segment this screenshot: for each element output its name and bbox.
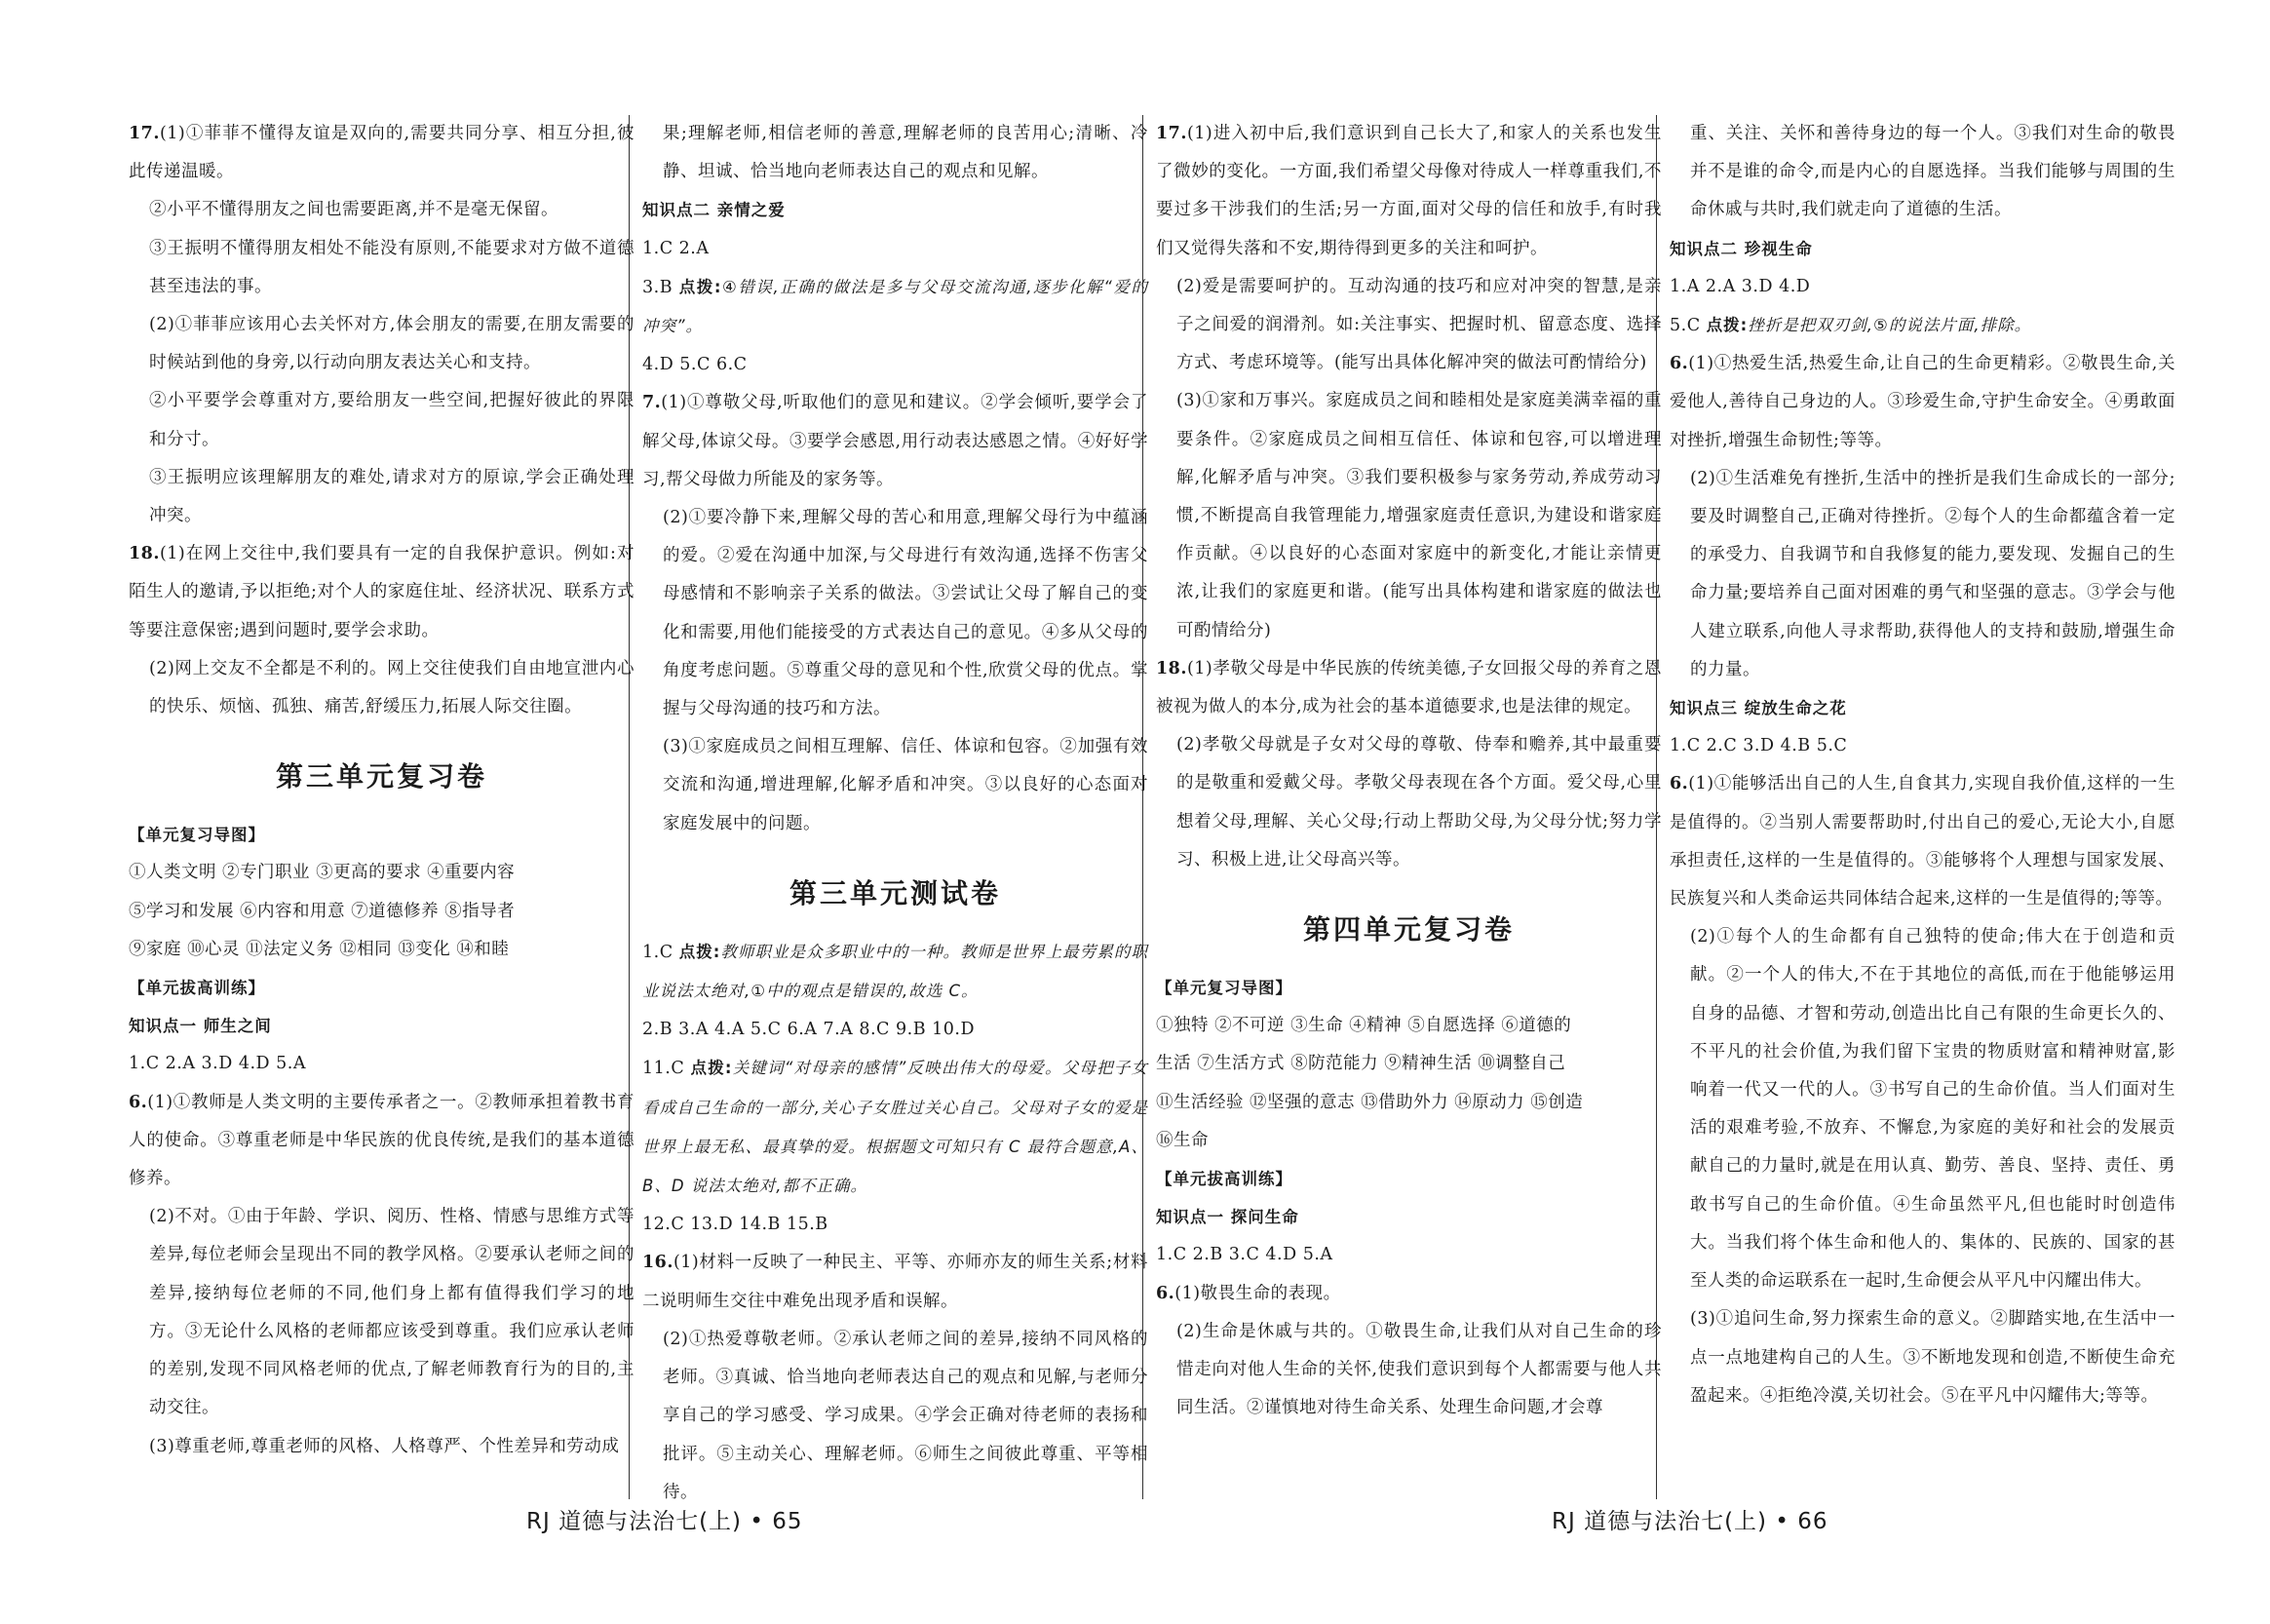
map-items: ①独特 ②不可逆 ③生命 ④精神 ⑤自愿选择 ⑥道德的 bbox=[1156, 1016, 1572, 1036]
hint-text bbox=[642, 1059, 1148, 1195]
answer-with-hint bbox=[642, 933, 1148, 1011]
answer-paragraph: ③王振明不懂得朋友相处不能没有原则,不能要求对方做不道德甚至违法的事。 bbox=[149, 238, 635, 296]
answer-paragraph: (2)①生活难免有挫折,生活中的挫折是我们生命成长的一部分;要及时调整自己,正确对待挫折。②每个人的生命都蕴含着一定的承受力、自我调节和自我修复的能力,要发现、发掘自己的生命力量;要培养自己面对困难的勇气和坚强的意志。③学会与他人建立联系,向他人寻求帮助,获得他人的支持和鼓励,增强生命的力量。 bbox=[1690, 468, 2175, 679]
answer-paragraph: ③王振明应该理解朋友的难处,请求对方的原谅,学会正确处理冲突。 bbox=[149, 467, 635, 526]
answer-paragraph: (2)①菲菲应该用心去关怀对方,体会朋友的需要,在朋友需要的时候站到他的身旁,以行动向朋友表达关心和支持。 bbox=[149, 315, 635, 373]
answer-paragraph: (2)生命是休戚与共的。①敬畏生命,让我们从对自己生命的珍惜走向对他人生命的关怀,使我们意识到每个人都需要与他人共同生活。②谨慎地对待生命关系、处理生命问题,才会尊 bbox=[1176, 1321, 1662, 1418]
answer-key-row: 1.C 2.A 3.D 4.D 5.A bbox=[129, 1054, 306, 1074]
answer-key-row: 2.B 3.A 4.A 5.C 6.A 7.A 8.C 9.B 10.D bbox=[642, 1020, 975, 1040]
knowledge-point-heading: 知识点一 探问生命 bbox=[1156, 1208, 1299, 1227]
hint-label: 点拨: bbox=[1706, 316, 1749, 335]
answer-key-row: 1.C 2.B 3.C 4.D 5.A bbox=[1156, 1245, 1333, 1265]
hint-body: 挫折是把双刃剑,⑤的说法片面,排除。 bbox=[1748, 316, 2032, 335]
question-6-line bbox=[1156, 1275, 1662, 1313]
answer-text: (1)敬畏生命的表现。 bbox=[1174, 1283, 1341, 1303]
answer-paragraph: (3)①追问生命,努力探索生命的意义。②脚踏实地,在生活中一点一点地建构自己的人生。③不断地发现和创造,不断使生命充盈起来。④拒绝冷漠,关切社会。⑤在平凡中闪耀伟大;等等。 bbox=[1690, 1309, 2175, 1406]
page-footer-right: RJ 道德与法治七(上) • 66 bbox=[1552, 1509, 1828, 1534]
answer-column-3 bbox=[1156, 115, 1662, 1428]
answer-paragraph: (3)①家庭成员之间相互理解、信任、体谅和包容。②加强有效交流和沟通,增进理解,化解矛盾和冲突。③以良好的心态面对家庭发展中的问题。 bbox=[663, 737, 1148, 833]
section-title-unit4-review: 第四单元复习卷 bbox=[1302, 913, 1515, 947]
question-18-line bbox=[129, 535, 635, 650]
map-items: ⑨家庭 ⑩心灵 ⑪法定义务 ⑫相同 ⑬变化 ⑭和睦 bbox=[129, 939, 510, 959]
answer-text: (1)①尊敬父母,听取他们的意见和建议。②学会倾听,要学会了解父母,体谅父母。③要学会感恩,用行动表达感恩之情。④好好学习,帮父母做力所能及的家务等。 bbox=[642, 393, 1148, 489]
knowledge-point-heading: 知识点二 珍视生命 bbox=[1670, 239, 1813, 258]
answer-key-row: 1.C 2.C 3.D 4.B 5.C bbox=[1670, 736, 1848, 756]
answer-paragraph: (2)孝敬父母就是子女对父母的尊敬、侍奉和赡养,其中最重要的是敬重和爱戴父母。孝敬父母表现在各个方面。爱父母,心里想着父母,理解、关心父母;行动上帮助父母,为父母分忧;努力学习、积极上进,让父母高兴等。 bbox=[1176, 735, 1662, 870]
hint-label: 点拨: bbox=[678, 942, 721, 961]
answer-paragraph: (2)①每个人的生命都有自己独特的使命;伟大在于创造和贡献。②一个人的伟大,不在于其地位的高低,而在于他能够运用自身的品德、才智和劳动,创造出比自己有限的生命更长久的、不平凡的社会价值,为我们留下宝贵的物质财富和精神财富,影响着一代又一代的人。③书写自己的生命价值。当人们面对生活的艰难考验,不放弃、不懈怠,为家庭的美好和社会的发展贡献自己的力量时,就是在用认真、勤劳、善良、坚持、责任、勇敢书写自己的生命价值。④生命虽然平凡,但也能时时创造伟大。当我们将个体生命和他人的、集体的、民族的、国家的甚至人类的命运联系在一起时,生命便会从平凡中闪耀出伟大。 bbox=[1690, 927, 2175, 1292]
map-items: ①人类文明 ②专门职业 ③更高的要求 ④重要内容 bbox=[129, 863, 516, 883]
hint-body: 关键词“对母亲的感情”反映出伟大的母爱。父母把子女看成自己生命的一部分,关心子女胜过关心自己。父母对子女的爱是世界上最无私、最真挚的爱。根据题文可知只有 C 最符合题意,A、B、D 说法太绝对,都不正确。 bbox=[642, 1059, 1148, 1196]
question-number: 6. bbox=[129, 1092, 148, 1112]
map-items: ⑯生命 bbox=[1156, 1130, 1209, 1150]
answer-key-row: 1.A 2.A 3.D 4.D bbox=[1670, 276, 1811, 296]
answer-paragraph: (3)①家和万事兴。家庭成员之间和睦相处是家庭美满幸福的重要条件。②家庭成员之间相互信任、体谅和包容,可以增进理解,化解矛盾与冲突。③我们要积极参与家务劳动,养成劳动习惯,不断提高自我管理能力,增强家庭责任意识,为建设和谐家庭作贡献。④以良好的心态面对家庭中的新变化,才能让亲情更浓,让我们的家庭更和谐。(能写出具体构建和谐家庭的做法也可酌情给分) bbox=[1176, 391, 1662, 640]
answer-text: (1)①教师是人类文明的主要传承者之一。②教师承担着教书育人的使命。③尊重老师是中华民族的优良传统,是我们的基本道德修养。 bbox=[129, 1092, 635, 1189]
question-6-line bbox=[1670, 345, 2175, 460]
answer-text: (1)①能够活出自己的人生,自食其力,实现自我价值,这样的一生是值得的。②当别人需要帮助时,付出自己的爱心,无论大小,自愿承担责任,这样的一生是值得的。③能够将个人理想与国家发展、民族复兴和人类命运共同体结合起来,这样的一生是值得的;等等。 bbox=[1670, 774, 2175, 909]
answer-with-hint bbox=[642, 1049, 1148, 1206]
answer-paragraph: ②小平不懂得朋友之间也需要距离,并不是毫无保留。 bbox=[149, 200, 559, 220]
training-heading: 【单元拔高训练】 bbox=[129, 979, 265, 998]
answer-paragraph: (2)①要冷静下来,理解父母的苦心和用意,理解父母行为中蕴涵的爱。②爱在沟通中加深,与父母进行有效沟通,选择不伤害父母感情和不影响亲子关系的做法。③尝试让父母了解自己的变化和需要,用他们能接受的方式表达自己的意见。④多从父母的角度考虑问题。⑤尊重父母的意见和个性,欣赏父母的优点。掌握与父母沟通的技巧和方法。 bbox=[663, 508, 1148, 719]
answer-with-hint bbox=[642, 268, 1148, 346]
question-18-line bbox=[1156, 650, 1662, 726]
question-7-line bbox=[642, 384, 1148, 499]
hint-text bbox=[642, 278, 1148, 335]
answer-paragraph: (2)网上交友不全都是不利的。网上交往使我们自由地宣泄内心的快乐、烦恼、孤独、痛苦,舒缓压力,拓展人际交往圈。 bbox=[149, 658, 635, 717]
section-title-unit3-test: 第三单元测试卷 bbox=[789, 876, 1001, 909]
answer-paragraph: (3)尊重老师,尊重老师的风格、人格尊严、个性差异和劳动成 bbox=[149, 1436, 620, 1456]
knowledge-point-heading: 知识点三 绽放生命之花 bbox=[1670, 699, 1847, 718]
question-number: 6. bbox=[1156, 1283, 1175, 1303]
training-heading: 【单元拔高训练】 bbox=[1156, 1170, 1292, 1189]
map-items: 生活 ⑦生活方式 ⑧防范能力 ⑨精神生活 ⑩调整自己 bbox=[1156, 1054, 1566, 1074]
answer-key-row: 4.D 5.C 6.C bbox=[642, 355, 748, 375]
page-footer-left: RJ 道德与法治七(上) • 65 bbox=[526, 1509, 803, 1534]
knowledge-point-heading: 知识点二 亲情之爱 bbox=[642, 201, 786, 220]
answer-text: (1)①热爱生活,热爱生命,让自己的生命更精彩。②敬畏生命,关爱他人,善待自己身边的人。③珍爱生命,守护生命安全。④勇敢面对挫折,增强生命韧性;等等。 bbox=[1670, 354, 2175, 450]
question-17-line bbox=[1156, 115, 1662, 268]
question-number: 18. bbox=[129, 544, 160, 564]
answer-paragraph: 果;理解老师,相信老师的善意,理解老师的良苦用心;清晰、冷静、坦诚、恰当地向老师表达自己的观点和见解。 bbox=[663, 124, 1148, 182]
section-title-unit3-review: 第三单元复习卷 bbox=[275, 760, 487, 793]
hint-label: 点拨: bbox=[690, 1059, 733, 1078]
hint-label: 点拨: bbox=[678, 277, 722, 296]
map-items: ⑤学习和发展 ⑥内容和用意 ⑦道德修养 ⑧指导者 bbox=[129, 901, 516, 921]
answer-text: (1)进入初中后,我们意识到自己长大了,和家人的关系也发生了微妙的变化。一方面,我们希望父母像对待成人一样尊重我们,不要过多干涉我们的生活;另一方面,面对父母的信任和放手,有时我们又觉得失落和不安,期待得到更多的关注和呵护。 bbox=[1156, 124, 1662, 258]
answer-choice: 5.C bbox=[1670, 316, 1701, 336]
answer-paragraph: (2)爱是需要呵护的。互动沟通的技巧和应对冲突的智慧,是亲子之间爱的润滑剂。如:关注事实、把握时机、留意态度、选择方式、考虑环境等。(能写出具体化解冲突的做法可酌情给分) bbox=[1176, 276, 1662, 373]
answer-text: (1)①菲菲不懂得友谊是双向的,需要共同分享、相互分担,彼此传递温暖。 bbox=[129, 124, 635, 182]
answer-choice: 3.B bbox=[642, 277, 673, 297]
answer-text: (1)材料一反映了一种民主、平等、亦师亦友的师生关系;材料二说明师生交往中难免出现矛盾和误解。 bbox=[642, 1253, 1148, 1311]
hint-body: 教师职业是众多职业中的一种。教师是世界上最劳累的职业说法太绝对,①中的观点是错误的,故选 C。 bbox=[642, 942, 1148, 1001]
knowledge-point-heading: 知识点一 师生之间 bbox=[129, 1017, 272, 1036]
question-6-line bbox=[1670, 765, 2175, 918]
question-number: 17. bbox=[129, 124, 160, 143]
answer-text: (1)在网上交往中,我们要具有一定的自我保护意识。例如:对陌生人的邀请,予以拒绝;对个人的家庭住址、经济状况、联系方式等要注意保密;遇到问题时,要学会求助。 bbox=[129, 544, 635, 640]
hint-text bbox=[642, 943, 1148, 1000]
question-number: 17. bbox=[1156, 124, 1187, 143]
answer-column-2 bbox=[642, 115, 1148, 1512]
answer-text: (1)孝敬父母是中华民族的传统美德,子女回报父母的养育之恩被视为做人的本分,成为社会的基本道德要求,也是法律的规定。 bbox=[1156, 658, 1662, 717]
answer-with-hint bbox=[1670, 306, 2175, 345]
answer-key-row: 12.C 13.D 14.B 15.B bbox=[642, 1215, 828, 1235]
question-17-line bbox=[129, 115, 635, 191]
question-number: 16. bbox=[642, 1253, 673, 1273]
answer-column-1 bbox=[129, 115, 635, 1466]
answer-paragraph: ②小平要学会尊重对方,要给朋友一些空间,把握好彼此的界限和分寸。 bbox=[149, 391, 635, 449]
answer-choice: 11.C bbox=[642, 1059, 685, 1079]
question-number: 18. bbox=[1156, 658, 1187, 678]
answer-paragraph: 重、关注、关怀和善待身边的每一个人。③我们对生命的敬畏并不是谁的命令,而是内心的自愿选择。当我们能够与周围的生命休戚与共时,我们就走向了道德的生活。 bbox=[1690, 124, 2175, 220]
answer-column-4 bbox=[1670, 115, 2175, 1415]
question-16-line bbox=[642, 1244, 1148, 1320]
hint-body: ④错误,正确的做法是多与父母交流沟通,逐步化解“爱的冲突”。 bbox=[642, 277, 1148, 336]
map-heading: 【单元复习导图】 bbox=[129, 826, 265, 845]
question-6-line bbox=[129, 1084, 635, 1199]
question-number: 6. bbox=[1670, 354, 1689, 374]
answer-choice: 1.C bbox=[642, 942, 673, 962]
map-items: ⑪生活经验 ⑫坚强的意志 ⑬借助外力 ⑭原动力 ⑮创造 bbox=[1156, 1092, 1584, 1112]
answer-paragraph: (2)不对。①由于年龄、学识、阅历、性格、情感与思维方式等差异,每位老师会呈现出不同的教学风格。②要承认老师之间的差异,接纳每位老师的不同,他们身上都有值得我们学习的地方。③无论什么风格的老师都应该受到尊重。我们应承认老师的差别,发现不同风格老师的优点,了解老师教育行为的目的,主动交往。 bbox=[149, 1207, 635, 1418]
question-number: 6. bbox=[1670, 774, 1689, 794]
hint-text bbox=[1707, 316, 2031, 334]
question-number: 7. bbox=[642, 393, 662, 413]
answer-paragraph: (2)①热爱尊敬老师。②承认老师之间的差异,接纳不同风格的老师。③真诚、恰当地向老师表达自己的观点和见解,与老师分享自己的学习感受、学习成果。④学会正确对待老师的表扬和批评。⑤主动关心、理解老师。⑥师生之间彼此尊重、平等相待。 bbox=[663, 1329, 1148, 1502]
answer-key-row: 1.C 2.A bbox=[642, 238, 710, 258]
map-heading: 【单元复习导图】 bbox=[1156, 979, 1292, 998]
